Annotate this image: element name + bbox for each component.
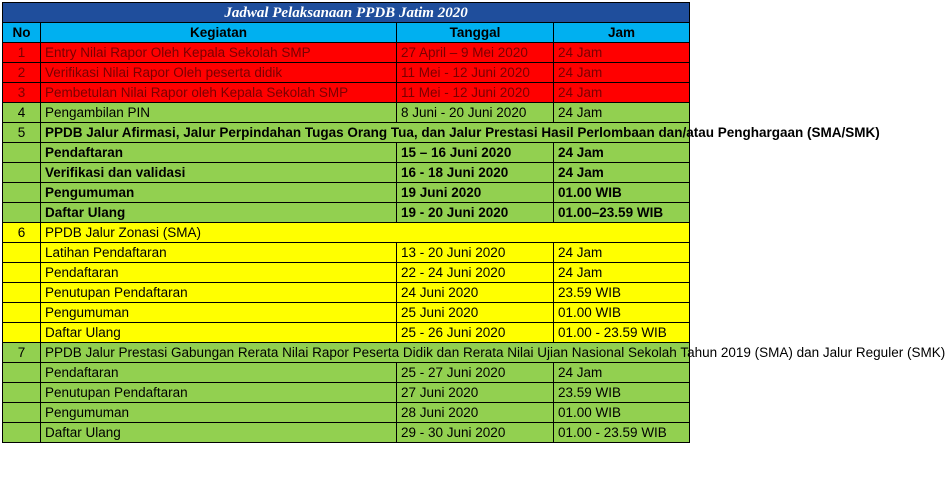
table-row bbox=[3, 43, 690, 63]
row-jam: 24 Jam bbox=[554, 363, 690, 383]
empty-cell bbox=[3, 403, 41, 423]
row-kegiatan: Verifikasi dan validasi bbox=[41, 163, 397, 183]
table-row bbox=[3, 103, 690, 123]
row-tanggal: 19 Juni 2020 bbox=[397, 183, 554, 203]
table-row bbox=[3, 163, 690, 183]
empty-cell bbox=[3, 203, 41, 223]
row-tanggal: 8 Juni - 20 Juni 2020 bbox=[397, 103, 554, 123]
empty-cell bbox=[3, 383, 41, 403]
row-jam: 01.00–23.59 WIB bbox=[554, 203, 690, 223]
row-number: 4 bbox=[3, 103, 41, 123]
table-row bbox=[3, 183, 690, 203]
row-tanggal: 13 - 20 Juni 2020 bbox=[397, 243, 554, 263]
row-kegiatan: Pengumuman bbox=[41, 183, 397, 203]
row-jam: 23.59 WIB bbox=[554, 283, 690, 303]
section-heading-row bbox=[3, 223, 690, 243]
row-tanggal: 11 Mei - 12 Juni 2020 bbox=[397, 63, 554, 83]
empty-cell bbox=[3, 303, 41, 323]
empty-cell bbox=[3, 323, 41, 343]
row-kegiatan: Daftar Ulang bbox=[41, 423, 397, 443]
row-tanggal: 27 Juni 2020 bbox=[397, 383, 554, 403]
row-jam: 01.00 - 23.59 WIB bbox=[554, 423, 690, 443]
row-kegiatan: Pendaftaran bbox=[41, 363, 397, 383]
empty-cell bbox=[3, 263, 41, 283]
row-tanggal: 11 Mei - 12 Juni 2020 bbox=[397, 83, 554, 103]
row-tanggal: 24 Juni 2020 bbox=[397, 283, 554, 303]
row-kegiatan: Pengumuman bbox=[41, 303, 397, 323]
row-kegiatan: Pembetulan Nilai Rapor oleh Kepala Sekolah SMP bbox=[41, 83, 397, 103]
row-kegiatan: Verifikasi Nilai Rapor Oleh peserta didik bbox=[41, 63, 397, 83]
row-kegiatan: Daftar Ulang bbox=[41, 203, 397, 223]
empty-cell bbox=[3, 363, 41, 383]
row-number: 7 bbox=[3, 343, 41, 363]
row-number: 6 bbox=[3, 223, 41, 243]
table-row bbox=[3, 323, 690, 343]
table-row bbox=[3, 403, 690, 423]
table-row bbox=[3, 263, 690, 283]
table-row bbox=[3, 303, 690, 323]
row-tanggal: 29 - 30 Juni 2020 bbox=[397, 423, 554, 443]
schedule-table bbox=[2, 2, 945, 443]
header-tanggal: Tanggal bbox=[397, 23, 554, 43]
row-number: 2 bbox=[3, 63, 41, 83]
table-row bbox=[3, 383, 690, 403]
section-heading: PPDB Jalur Prestasi Gabungan Rerata Nilai Rapor Peserta Didik dan Rerata Nilai Ujian Nasional Sekolah Tahun 2019 (SMA) dan Jalur Reguler (SMK) bbox=[41, 343, 690, 363]
table-row bbox=[3, 423, 690, 443]
row-number: 5 bbox=[3, 123, 41, 143]
row-kegiatan: Pendaftaran bbox=[41, 263, 397, 283]
row-tanggal: 27 April – 9 Mei 2020 bbox=[397, 43, 554, 63]
row-tanggal: 25 - 27 Juni 2020 bbox=[397, 363, 554, 383]
row-jam: 24 Jam bbox=[554, 63, 690, 83]
row-kegiatan: Daftar Ulang bbox=[41, 323, 397, 343]
section-heading: PPDB Jalur Afirmasi, Jalur Perpindahan Tugas Orang Tua, dan Jalur Prestasi Hasil Perlombaan dan/atau Penghargaan (SMA/SMK) bbox=[41, 123, 690, 143]
row-jam: 24 Jam bbox=[554, 103, 690, 123]
table-row bbox=[3, 83, 690, 103]
row-tanggal: 25 Juni 2020 bbox=[397, 303, 554, 323]
empty-cell bbox=[3, 183, 41, 203]
row-jam: 24 Jam bbox=[554, 83, 690, 103]
table-title: Jadwal Pelaksanaan PPDB Jatim 2020 bbox=[3, 3, 690, 23]
row-jam: 24 Jam bbox=[554, 43, 690, 63]
section-heading-row bbox=[3, 123, 690, 143]
row-number: 1 bbox=[3, 43, 41, 63]
table-row bbox=[3, 203, 690, 223]
row-tanggal: 22 - 24 Juni 2020 bbox=[397, 263, 554, 283]
row-tanggal: 25 - 26 Juni 2020 bbox=[397, 323, 554, 343]
row-jam: 01.00 WIB bbox=[554, 303, 690, 323]
row-jam: 01.00 WIB bbox=[554, 183, 690, 203]
row-kegiatan: Entry Nilai Rapor Oleh Kepala Sekolah SMP bbox=[41, 43, 397, 63]
empty-cell bbox=[3, 423, 41, 443]
row-jam: 23.59 WIB bbox=[554, 383, 690, 403]
row-tanggal: 19 - 20 Juni 2020 bbox=[397, 203, 554, 223]
table-row bbox=[3, 63, 690, 83]
row-kegiatan: Penutupan Pendaftaran bbox=[41, 283, 397, 303]
empty-cell bbox=[3, 283, 41, 303]
row-kegiatan: Pendaftaran bbox=[41, 143, 397, 163]
section-heading-row bbox=[3, 343, 690, 363]
row-jam: 01.00 WIB bbox=[554, 403, 690, 423]
table-row bbox=[3, 363, 690, 383]
empty-cell bbox=[3, 143, 41, 163]
header-row bbox=[3, 23, 690, 43]
table-row bbox=[3, 143, 690, 163]
empty-cell bbox=[3, 163, 41, 183]
header-kegiatan: Kegiatan bbox=[41, 23, 397, 43]
title-row bbox=[3, 3, 690, 23]
row-jam: 01.00 - 23.59 WIB bbox=[554, 323, 690, 343]
header-jam: Jam bbox=[554, 23, 690, 43]
row-tanggal: 15 – 16 Juni 2020 bbox=[397, 143, 554, 163]
table-row bbox=[3, 243, 690, 263]
row-tanggal: 28 Juni 2020 bbox=[397, 403, 554, 423]
row-kegiatan: Pengumuman bbox=[41, 403, 397, 423]
row-kegiatan: Penutupan Pendaftaran bbox=[41, 383, 397, 403]
row-kegiatan: Latihan Pendaftaran bbox=[41, 243, 397, 263]
row-jam: 24 Jam bbox=[554, 243, 690, 263]
row-kegiatan: Pengambilan PIN bbox=[41, 103, 397, 123]
header-no: No bbox=[3, 23, 41, 43]
table-row bbox=[3, 283, 690, 303]
row-jam: 24 Jam bbox=[554, 143, 690, 163]
section-heading: PPDB Jalur Zonasi (SMA) bbox=[41, 223, 690, 243]
empty-cell bbox=[3, 243, 41, 263]
row-number: 3 bbox=[3, 83, 41, 103]
row-jam: 24 Jam bbox=[554, 163, 690, 183]
row-jam: 24 Jam bbox=[554, 263, 690, 283]
row-tanggal: 16 - 18 Juni 2020 bbox=[397, 163, 554, 183]
